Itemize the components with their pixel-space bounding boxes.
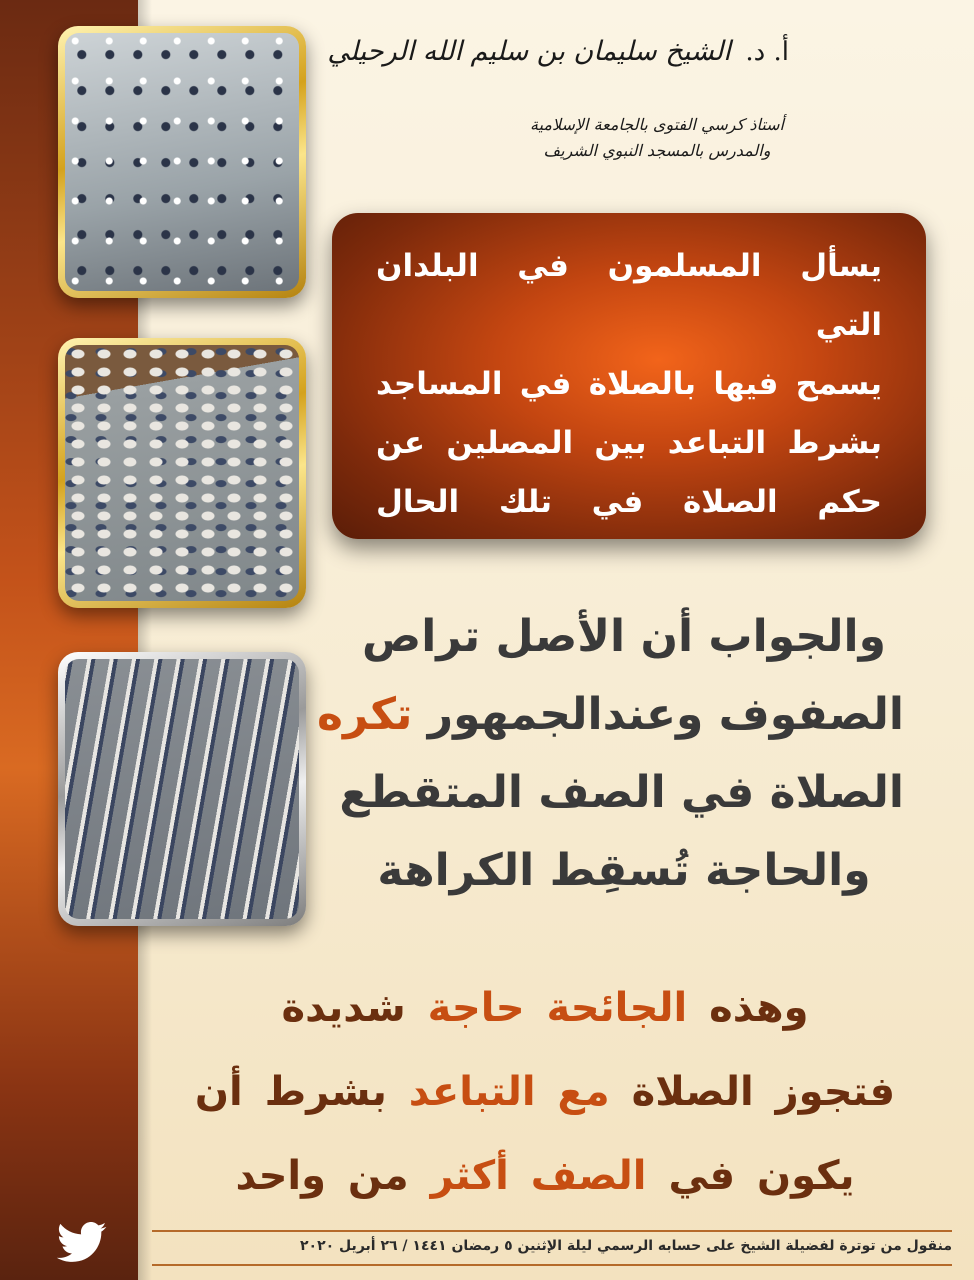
- question-line: يسمح فيها بالصلاة في المساجد: [376, 366, 882, 402]
- conclusion-text: فتجوز الصلاة: [631, 1069, 896, 1115]
- question-box: [332, 213, 926, 539]
- conclusion-block: [160, 966, 930, 1218]
- photo-spaced-rows: [58, 652, 306, 926]
- answer-line-1: والجواب أن الأصل تراص: [362, 611, 886, 662]
- conclusion-text: من واحد: [235, 1153, 409, 1199]
- footer-divider-bottom: [152, 1264, 952, 1266]
- conclusion-text: شديدة: [281, 985, 406, 1031]
- answer-line-2: [317, 676, 904, 754]
- conclusion-text: بشرط أن: [194, 1069, 387, 1115]
- sheikh-titles: [530, 112, 784, 164]
- answer-highlight: تكره: [317, 689, 413, 740]
- conclusion-line-1: [160, 966, 930, 1050]
- conclusion-highlight: الصف أكثر: [430, 1153, 647, 1199]
- answer-text: الصفوف وعندالجمهور: [427, 689, 904, 740]
- title-line-1: أستاذ كرسي الفتوى بالجامعة الإسلامية: [529, 115, 784, 134]
- title-line-2: والمدرس بالمسجد النبوي الشريف: [543, 141, 771, 160]
- photo-image: [65, 659, 299, 919]
- conclusion-text: وهذه: [709, 985, 809, 1031]
- footer-source-text: منقول من توترة لفضيلة الشيخ على حسابه الرسمي ليلة الإثنين ٥ رمضان ١٤٤١ / ٢٦ أبريل ٢٠٢٠: [300, 1238, 952, 1254]
- sheikh-name-text: الشيخ سليمان بن سليم الله الرحيلي: [327, 36, 731, 67]
- question-line: بشرط التباعد بين المصلين عن: [376, 425, 882, 461]
- conclusion-highlight: الجائحة حاجة: [427, 985, 688, 1031]
- answer-line-3: الصلاة في الصف المتقطع: [339, 767, 904, 818]
- footer-divider-top: [152, 1230, 952, 1232]
- question-line: حكم الصلاة في تلك الحال: [376, 484, 882, 520]
- twitter-icon[interactable]: [56, 1222, 108, 1264]
- conclusion-text: يكون في: [668, 1153, 855, 1199]
- photo-image: [65, 345, 299, 601]
- academic-prefix: أ. د.: [745, 37, 789, 67]
- photo-standing-prayer: [58, 26, 306, 298]
- photo-image: [65, 33, 299, 291]
- answer-line-4: والحاجة تُسقِط الكراهة: [377, 845, 871, 896]
- photo-prostrating-prayer: [58, 338, 306, 608]
- question-line: يسأل المسلمون في البلدان التي: [376, 248, 882, 343]
- answer-block: [317, 598, 904, 910]
- conclusion-highlight: مع التباعد: [408, 1069, 610, 1115]
- sheikh-name: [327, 36, 789, 67]
- conclusion-line-3: [160, 1134, 930, 1218]
- conclusion-line-2: [160, 1050, 930, 1134]
